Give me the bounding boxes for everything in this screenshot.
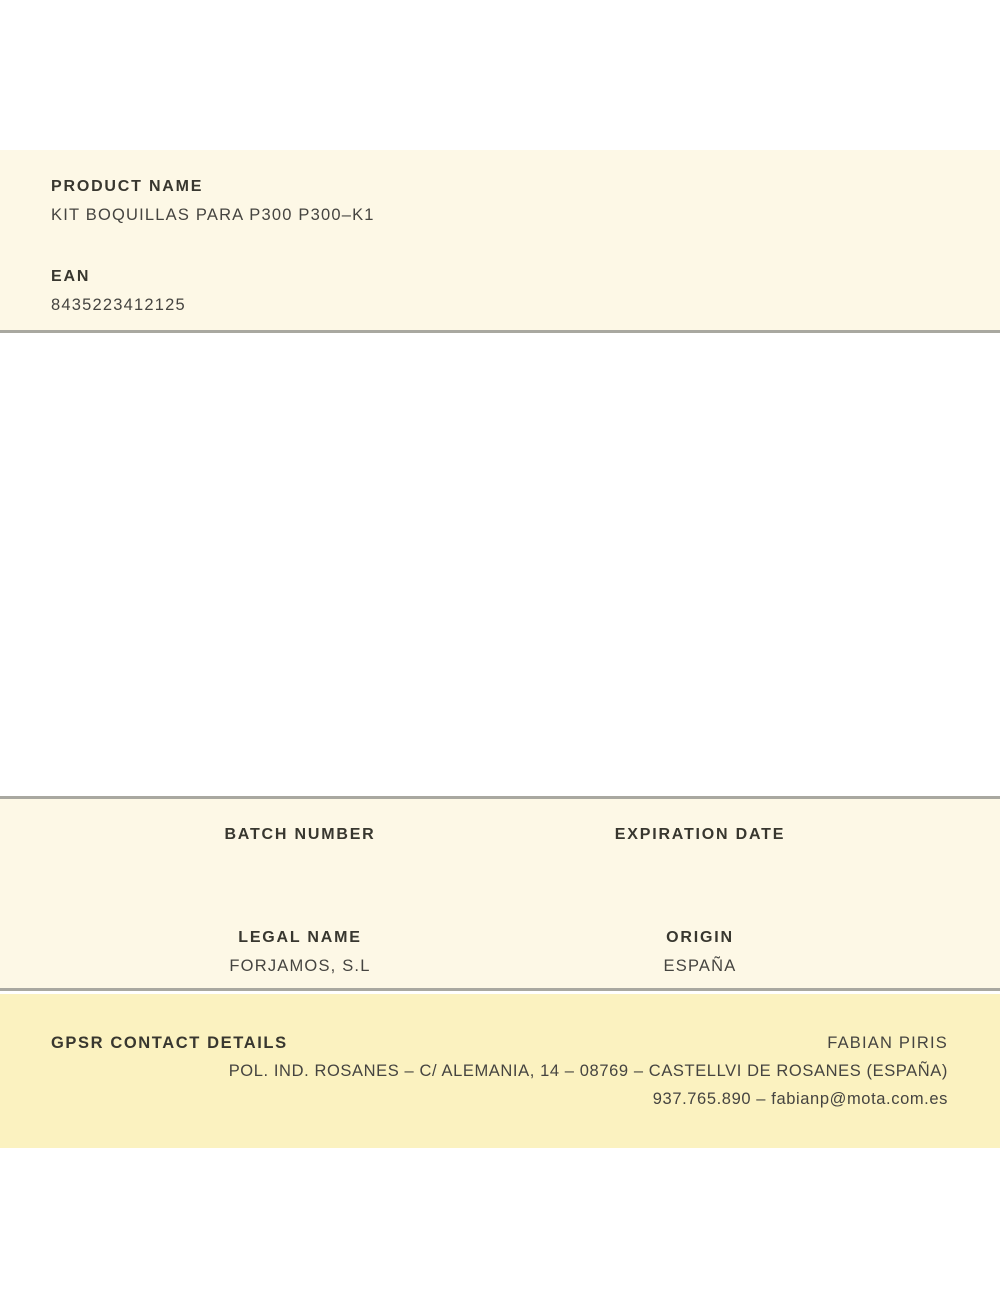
gpsr-phone-email: 937.765.890 – fabianp@mota.com.es — [652, 1090, 948, 1108]
product-name-field — [51, 177, 949, 225]
ean-label: EAN — [51, 268, 91, 285]
batch-header-row — [100, 825, 900, 873]
origin-field — [500, 928, 900, 976]
gpsr-header-row — [51, 1034, 948, 1053]
product-name-value: KIT BOQUILLAS PARA P300 P300–K1 — [51, 206, 375, 224]
batch-number-field — [100, 825, 500, 873]
batch-legal-section — [0, 796, 1000, 991]
legal-name-value: FORJAMOS, S.L — [229, 957, 371, 975]
expiration-date-value — [500, 854, 900, 873]
expiration-date-label: EXPIRATION DATE — [614, 826, 786, 843]
product-info-section — [0, 150, 1000, 333]
batch-number-value — [100, 854, 500, 873]
gpsr-contact-details-label: GPSR CONTACT DETAILS — [51, 1034, 288, 1052]
origin-value: ESPAÑA — [663, 957, 737, 975]
gpsr-address: POL. IND. ROSANES – C/ ALEMANIA, 14 – 08769 – CASTELLVI DE ROSANES (ESPAÑA) — [228, 1062, 948, 1080]
expiration-date-field — [500, 825, 900, 873]
gpsr-contact-section — [0, 994, 1000, 1148]
origin-label: ORIGIN — [666, 929, 734, 946]
ean-value: 8435223412125 — [51, 296, 186, 314]
gpsr-contact-name: FABIAN PIRIS — [827, 1034, 948, 1052]
ean-field — [51, 267, 949, 315]
legal-origin-row — [100, 928, 900, 976]
legal-name-label: LEGAL NAME — [238, 929, 362, 946]
legal-name-field — [100, 928, 500, 976]
product-name-label: PRODUCT NAME — [51, 178, 204, 195]
batch-number-label: BATCH NUMBER — [224, 826, 376, 843]
